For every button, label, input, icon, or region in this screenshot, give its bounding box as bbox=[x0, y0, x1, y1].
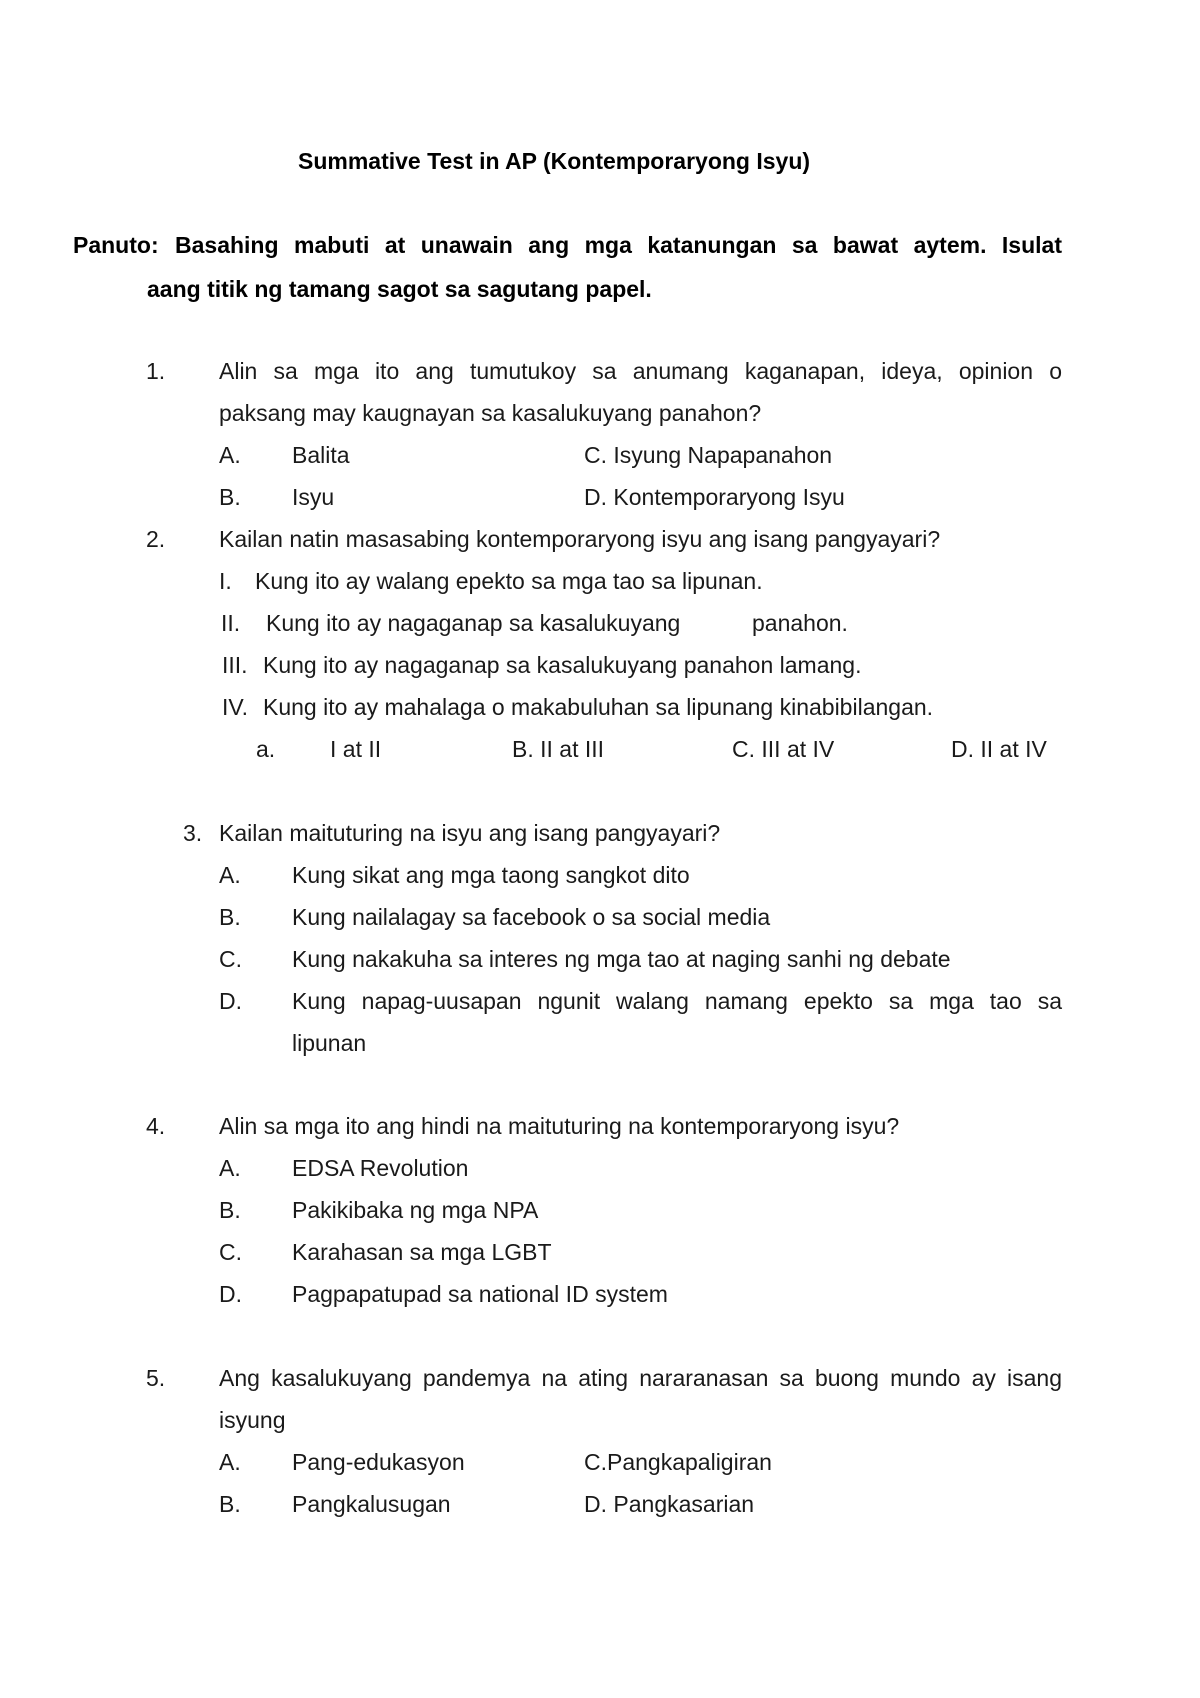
question-2-number: 2. bbox=[146, 526, 166, 552]
question-2-choice-d: D. II at IV bbox=[951, 736, 1047, 762]
question-3-choice-c-letter: C. bbox=[219, 946, 242, 972]
question-5-choice-c: C.Pangkapaligiran bbox=[584, 1449, 772, 1475]
question-2-statement-3-numeral: III. bbox=[222, 652, 248, 678]
question-1-choice-a-letter: A. bbox=[219, 442, 241, 468]
question-5-text-line-2: isyung bbox=[219, 1407, 286, 1433]
question-3-number: 3. bbox=[183, 820, 203, 846]
question-5-text-line-1: Ang kasalukuyang pandemya na ating nararanasan sa buong mundo ay isang bbox=[219, 1365, 1062, 1391]
question-3-choice-a-letter: A. bbox=[219, 862, 241, 888]
question-1-text-line-2: paksang may kaugnayan sa kasalukuyang panahon? bbox=[219, 400, 762, 426]
question-4-text-line-1: Alin sa mga ito ang hindi na maituturing na kontemporaryong isyu? bbox=[219, 1113, 900, 1139]
question-5-choice-a: Pang-edukasyon bbox=[292, 1449, 465, 1475]
page-title: Summative Test in AP (Kontemporaryong Isyu) bbox=[298, 148, 811, 174]
instructions-label: Panuto: bbox=[73, 232, 159, 258]
question-1-choice-d: D. Kontemporaryong Isyu bbox=[584, 484, 845, 510]
question-2-statement-2-tail: panahon. bbox=[752, 610, 848, 636]
question-2-statement-1-numeral: I. bbox=[219, 568, 232, 594]
question-3-choice-b-letter: B. bbox=[219, 904, 241, 930]
question-3-choice-b: Kung nailalagay sa facebook o sa social media bbox=[292, 904, 771, 930]
question-1-choice-b-letter: B. bbox=[219, 484, 241, 510]
question-3-text-line-1: Kailan maituturing na isyu ang isang pangyayari? bbox=[219, 820, 721, 846]
question-2-statement-3: Kung ito ay nagaganap sa kasalukuyang panahon lamang. bbox=[263, 652, 862, 678]
instructions-line-2: aang titik ng tamang sagot sa sagutang papel. bbox=[147, 276, 652, 302]
question-2-choice-b: B. II at III bbox=[512, 736, 605, 762]
question-5-number: 5. bbox=[146, 1365, 166, 1391]
question-4-choice-a: EDSA Revolution bbox=[292, 1155, 469, 1181]
question-3-choice-d: Kung napag-uusapan ngunit walang namang epekto sa mga tao sa bbox=[292, 988, 1062, 1014]
question-2-statement-2: Kung ito ay nagaganap sa kasalukuyang bbox=[266, 610, 681, 636]
question-4-choice-d-letter: D. bbox=[219, 1281, 242, 1307]
instructions-line-1: Basahing mabuti at unawain ang mga katanungan sa bawat aytem. Isulat bbox=[175, 232, 1062, 258]
question-3-choice-a: Kung sikat ang mga taong sangkot dito bbox=[292, 862, 690, 888]
question-4-choice-a-letter: A. bbox=[219, 1155, 241, 1181]
question-4-number: 4. bbox=[146, 1113, 166, 1139]
question-5-choice-a-letter: A. bbox=[219, 1449, 241, 1475]
question-4-choice-c-letter: C. bbox=[219, 1239, 242, 1265]
question-1-choice-a: Balita bbox=[292, 442, 350, 468]
question-4-choice-d: Pagpapatupad sa national ID system bbox=[292, 1281, 668, 1307]
question-1-choice-b: Isyu bbox=[292, 484, 335, 510]
question-2-statement-4: Kung ito ay mahalaga o makabuluhan sa lipunang kinabibilangan. bbox=[263, 694, 934, 720]
question-1-number: 1. bbox=[146, 358, 166, 384]
question-5-choice-b-letter: B. bbox=[219, 1491, 241, 1517]
question-4-choice-b-letter: B. bbox=[219, 1197, 241, 1223]
question-5-choice-b: Pangkalusugan bbox=[292, 1491, 451, 1517]
question-2-statement-4-numeral: IV. bbox=[222, 694, 249, 720]
question-1-text-line-1: Alin sa mga ito ang tumutukoy sa anumang kaganapan, ideya, opinion o bbox=[219, 358, 1062, 384]
question-2-statement-2-numeral: II. bbox=[221, 610, 241, 636]
question-4-choice-b: Pakikibaka ng mga NPA bbox=[292, 1197, 539, 1223]
question-1-choice-c: C. Isyung Napapanahon bbox=[584, 442, 833, 468]
question-2-text-line-1: Kailan natin masasabing kontemporaryong isyu ang isang pangyayari? bbox=[219, 526, 941, 552]
question-2-choice-a: I at II bbox=[330, 736, 382, 762]
question-2-statement-1: Kung ito ay walang epekto sa mga tao sa lipunan. bbox=[255, 568, 763, 594]
question-4-choice-c: Karahasan sa mga LGBT bbox=[292, 1239, 552, 1265]
question-2-choice-c: C. III at IV bbox=[732, 736, 835, 762]
question-3-choice-d-letter: D. bbox=[219, 988, 242, 1014]
question-3-choice-c: Kung nakakuha sa interes ng mga tao at naging sanhi ng debate bbox=[292, 946, 951, 972]
question-2-choice-a-letter: a. bbox=[256, 736, 276, 762]
question-5-choice-d: D. Pangkasarian bbox=[584, 1491, 755, 1517]
question-3-choice-d-line-2: lipunan bbox=[292, 1030, 367, 1056]
